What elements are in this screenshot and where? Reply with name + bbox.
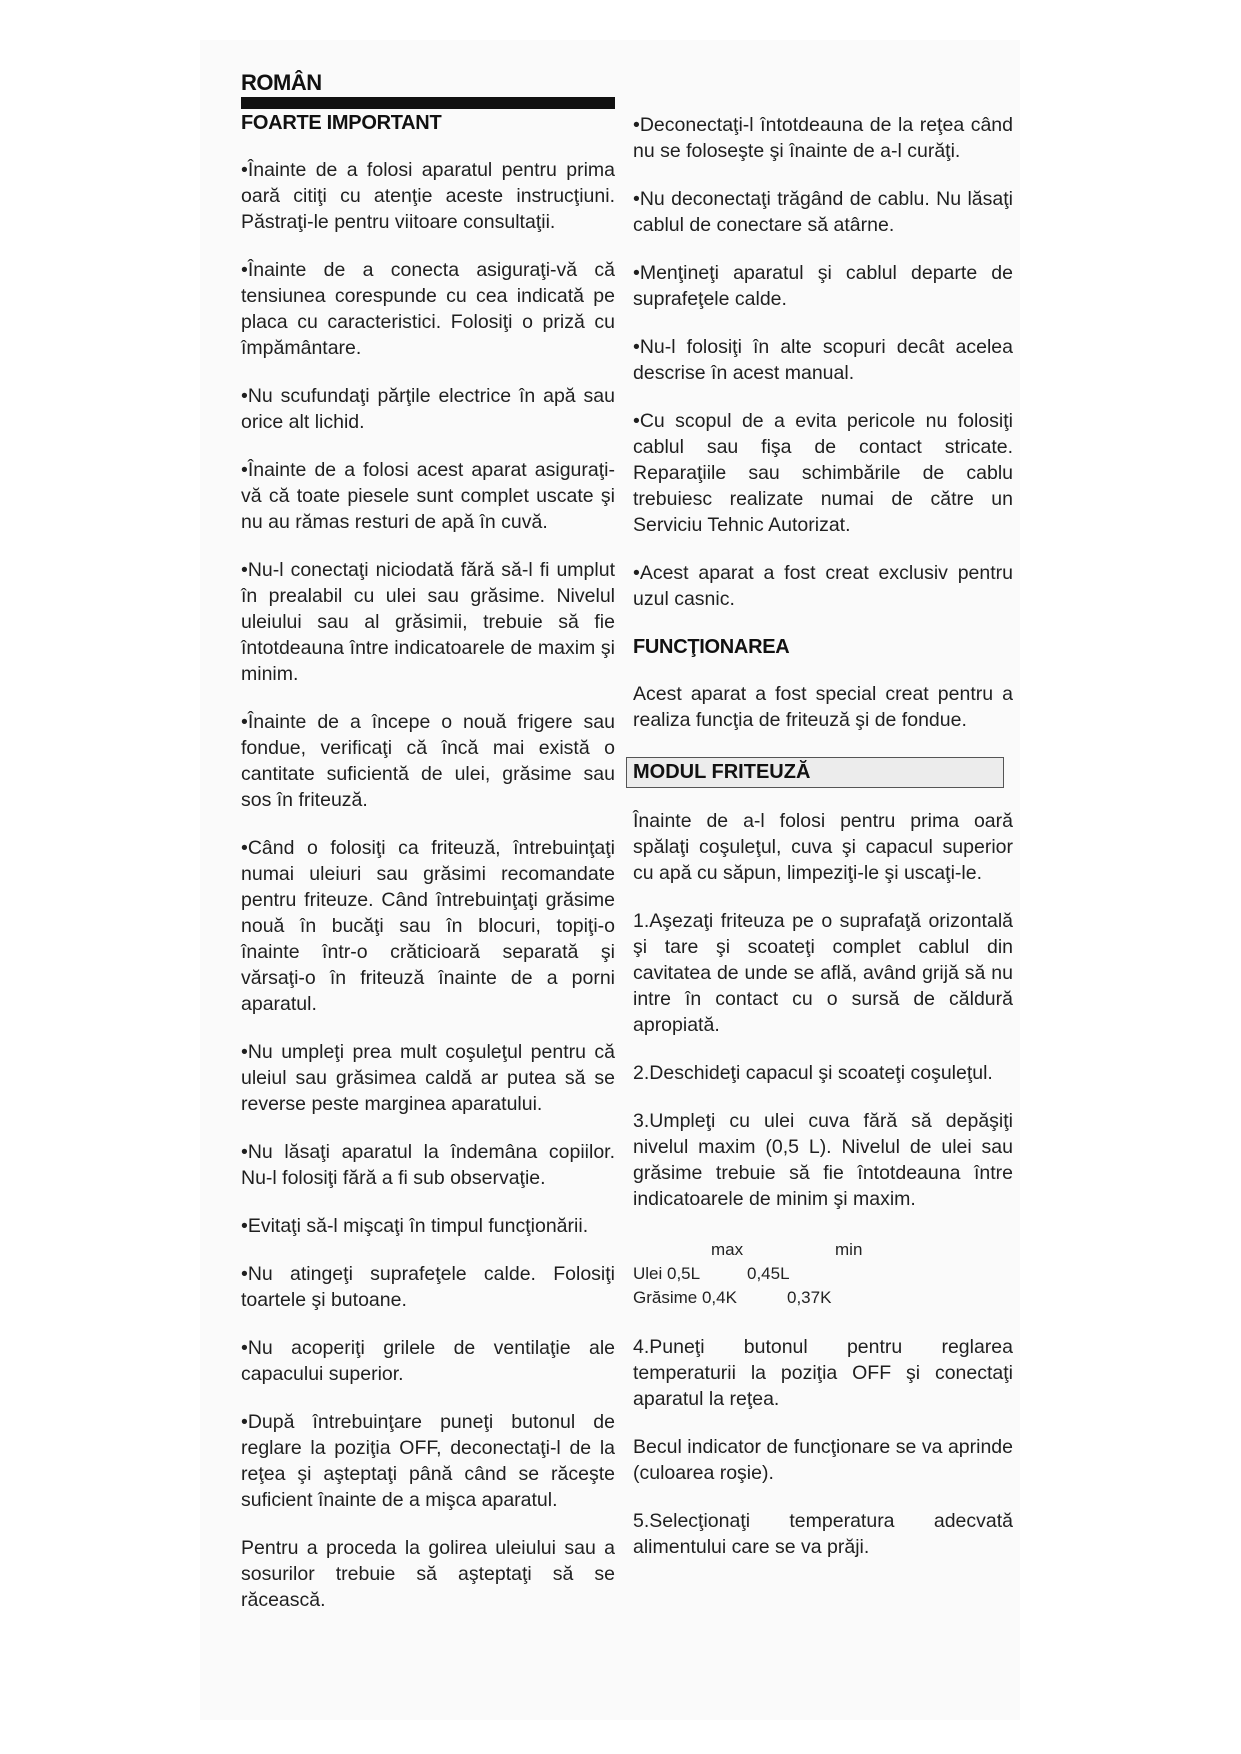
heading-fryer-mode: MODUL FRITEUZĂ bbox=[626, 757, 1004, 788]
paragraph: •Nu acoperiţi grilele de ventilaţie ale capacului superior. bbox=[241, 1337, 615, 1385]
step: 4.Puneţi butonul pentru reglarea temperaturii la poziţia OFF şi conectaţi aparatul la reţea. bbox=[633, 1336, 1013, 1410]
col-header-min: min bbox=[835, 1240, 863, 1259]
paragraph: Becul indicator de funcţionare se va aprinde (culoarea roşie). bbox=[633, 1436, 1013, 1484]
paragraph: •Înainte de a folosi acest aparat asiguraţi-vă că toate piesele sunt complet uscate şi nu au rămas resturi de apă în cuvă. bbox=[241, 459, 615, 533]
paragraph: •Când o folosiţi ca friteuză, întrebuinţaţi numai uleiuri sau grăsimi recomandate pentru friteuze. Când întrebuinţaţi grăsime nouă în bucăţi sau în blocuri, topiţi-o înainte într-o crăticioară separată şi vărsaţi-o în friteuză înainte de a porni aparatul. bbox=[241, 837, 615, 1015]
paragraph: Pentru a proceda la golirea uleiului sau a sosurilor trebuie să aşteptaţi să se răcească. bbox=[241, 1537, 615, 1611]
col-header-max: max bbox=[711, 1240, 744, 1259]
paragraph: •Nu scufundaţi părţile electrice în apă sau orice alt lichid. bbox=[241, 385, 615, 433]
right-column bbox=[633, 110, 1013, 1560]
paragraph: •Înainte de a folosi aparatul pentru prima oară citiţi cu atenţie aceste instrucţiuni. Păstraţi-le pentru viitoare consultaţii. bbox=[241, 159, 615, 233]
row-min-fat: 0,37K bbox=[787, 1288, 832, 1307]
paragraph: •Nu-l conectaţi niciodată fără să-l fi umplut în prealabil cu ulei sau grăsime. Nivelul uleiului sau al grăsimii, trebuie să fie întotdeauna între indicatoarele de maxim şi minim. bbox=[241, 559, 615, 685]
row-label-fat: Grăsime 0,4K bbox=[633, 1288, 737, 1307]
fill-level-table bbox=[633, 1238, 1013, 1310]
heading-functioning: FUNCŢIONAREA bbox=[633, 636, 790, 658]
section-intro: Acest aparat a fost special creat pentru a realiza funcţia de friteuză şi de fondue. bbox=[633, 683, 1013, 731]
language-label: ROMÂN bbox=[241, 70, 322, 95]
paragraph: •Nu deconectaţi trăgând de cablu. Nu lăsaţi cablul de conectare să atârne. bbox=[633, 188, 1013, 236]
paragraph: •Cu scopul de a evita pericole nu folosiţi cablul sau fişa de contact stricate. Reparaţiile sau schimbările de cablu trebuiesc realizate numai de către un Serviciu Tehnic Autorizat. bbox=[633, 410, 1013, 536]
table-row bbox=[633, 1262, 1013, 1286]
paragraph: •Evitaţi să-l mişcaţi în timpul funcţionării. bbox=[241, 1215, 589, 1237]
paragraph: •Înainte de a conecta asiguraţi-vă că tensiunea corespunde cu cea indicată pe placa cu caracteristici. Folosiţi o priză cu împământare. bbox=[241, 259, 615, 359]
paragraph: •Acest aparat a fost creat exclusiv pentru uzul casnic. bbox=[633, 562, 1013, 610]
paragraph: •Menţineţi aparatul şi cablul departe de suprafeţele calde. bbox=[633, 262, 1013, 310]
paragraph: •Nu umpleţi prea mult coşuleţul pentru că uleiul sau grăsimea caldă ar putea să se reverse peste marginea aparatului. bbox=[241, 1041, 615, 1115]
row-min-oil: 0,45L bbox=[747, 1264, 790, 1283]
paragraph: •După întrebuinţare puneţi butonul de reglare la poziţia OFF, deconectaţi-l de la reţea şi aşteptaţi până când se răceşte suficient înainte de a mişca aparatul. bbox=[241, 1411, 615, 1511]
paragraph: •Înainte de a începe o nouă frigere sau fondue, verificaţi că încă mai există o cantitate suficientă de ulei, grăsime sau sos în friteuză. bbox=[241, 711, 615, 811]
step: 3.Umpleţi cu ulei cuva fără să depăşiţi nivelul maxim (0,5 L). Nivelul de ulei sau grăsime trebuie să fie întotdeauna între indicatoarele de minim şi maxim. bbox=[633, 1110, 1013, 1210]
paragraph: •Nu lăsaţi aparatul la îndemâna copiilor. Nu-l folosiţi fără a fi sub observaţie. bbox=[241, 1141, 615, 1189]
paragraph: •Nu atingeţi suprafeţele calde. Folosiţi toartele şi butoane. bbox=[241, 1263, 615, 1311]
step: 1.Aşezaţi friteuza pe o suprafaţă orizontală şi tare şi scoateţi complet cablul din cavitatea de unde se află, având grijă să nu intre în contact cu o sursă de căldură apropiată. bbox=[633, 910, 1013, 1036]
paragraph: •Deconectaţi-l întotdeauna de la reţea când nu se foloseşte şi înainte de a-l curăţi. bbox=[633, 114, 1013, 162]
step: 5.Selecţionaţi temperatura adecvată alimentului care se va prăji. bbox=[633, 1510, 1013, 1558]
table-row bbox=[633, 1286, 1013, 1310]
left-column bbox=[241, 110, 615, 1613]
row-label-oil: Ulei 0,5L bbox=[633, 1264, 701, 1283]
step: 2.Deschideţi capacul şi scoateţi coşuleţul. bbox=[633, 1062, 993, 1084]
heading-important: FOARTE IMPORTANT bbox=[241, 112, 442, 134]
paragraph: •Nu-l folosiţi în alte scopuri decât acelea descrise în acest manual. bbox=[633, 336, 1013, 384]
header-rule bbox=[241, 97, 615, 109]
table-header-row bbox=[633, 1238, 1013, 1262]
paragraph: Înainte de a-l folosi pentru prima oară spălaţi coşuleţul, cuva şi capacul superior cu apă cu săpun, limpeziţi-le şi uscaţi-le. bbox=[633, 810, 1013, 884]
